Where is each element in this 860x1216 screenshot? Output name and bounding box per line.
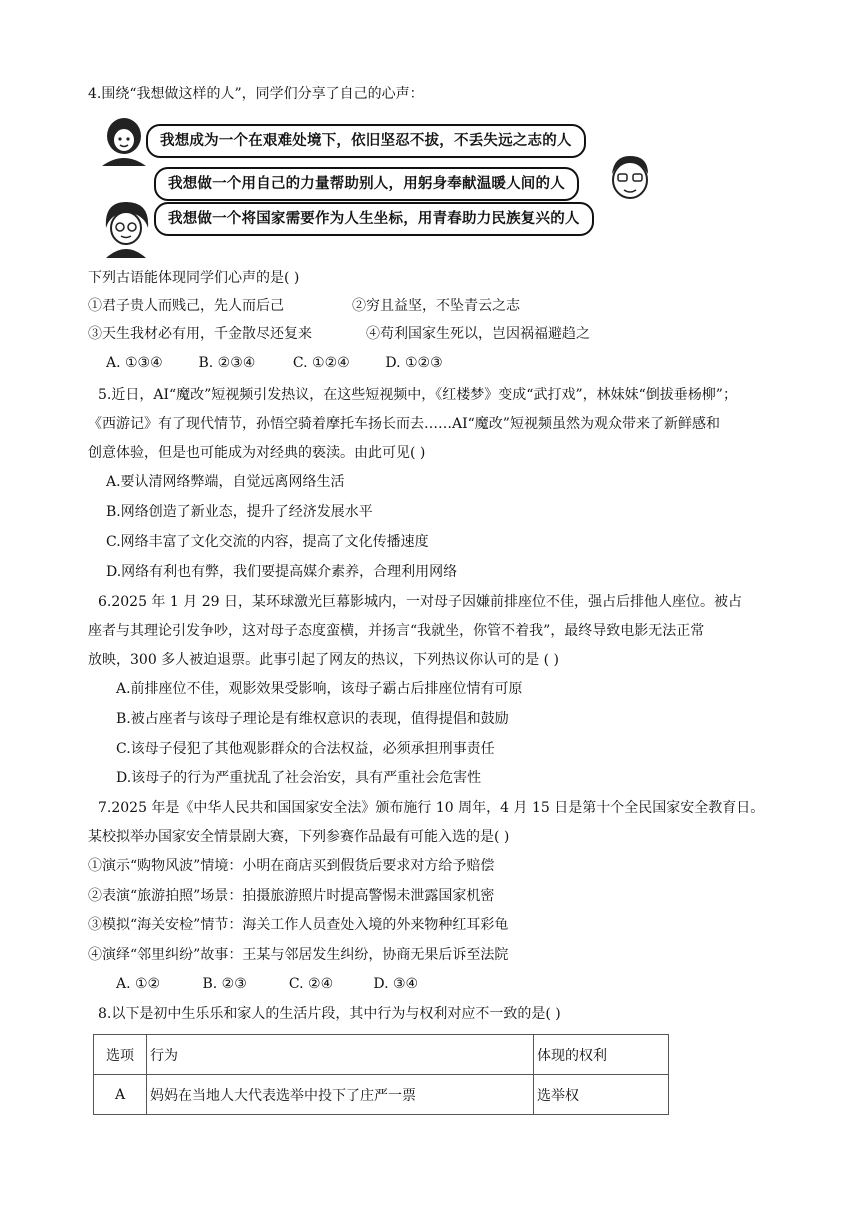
- q6-option-c[interactable]: C.该母子侵犯了其他观影群众的合法权益，必须承担刑事责任: [116, 741, 495, 757]
- q5-option-b[interactable]: B.网络创造了新业态，提升了经济发展水平: [106, 504, 373, 520]
- q4-stem: 4.围绕“我想做这样的人”，同学们分享了自己的心声：: [88, 86, 424, 102]
- table-cell-right: 选举权: [534, 1075, 669, 1115]
- q4-option-c[interactable]: C. ①②④: [292, 355, 350, 371]
- q7-option-b[interactable]: B. ②③: [202, 976, 247, 992]
- q6-line-1: 6.2025 年 1 月 29 日，某环球激光巨幕影城内，一对母子因嫌前排座位不佳，强占后排他人座位。被占: [98, 594, 742, 610]
- q6-option-a[interactable]: A.前排座位不佳，观影效果受影响，该母子霸占后排座位情有可原: [116, 681, 523, 697]
- student-girl-glasses-icon: [98, 198, 156, 258]
- q5-line-3: 创意体验，但是也可能成为对经典的亵渎。由此可见( ): [88, 445, 426, 461]
- q4-item-2: ②穷且益坚，不坠青云之志: [352, 298, 520, 314]
- q7-line-2: 某校拟举办国家安全情景剧大赛，下列参赛作品最有可能入选的是( ): [88, 829, 510, 845]
- q7-item-2: ②表演“旅游拍照”场景：拍摄旅游照片时提高警惕未泄露国家机密: [88, 888, 495, 904]
- q5-option-a[interactable]: A.要认清网络弊端，自觉远离网络生活: [106, 474, 345, 490]
- q4-item-3: ③天生我材必有用，千金散尽还复来: [88, 326, 312, 342]
- q6-option-d[interactable]: D.该母子的行为严重扰乱了社会治安，具有严重社会危害性: [116, 770, 482, 786]
- table-header-option: 选项: [94, 1035, 147, 1075]
- q6-line-3: 放映，300 多人被迫退票。此事引起了网友的热议，下列热议你认可的是 ( ): [88, 652, 559, 668]
- q7-option-c[interactable]: C. ②④: [288, 976, 334, 992]
- q7-option-a[interactable]: A. ①②: [116, 976, 161, 992]
- speech-bubble-3: 我想做一个将国家需要作为人生坐标，用青春助力民族复兴的人: [154, 202, 594, 236]
- student-boy-icon: [604, 152, 656, 210]
- q7-item-3: ③模拟“海关安检”情节：海关工作人员查处入境的外来物种红耳彩龟: [88, 917, 509, 933]
- q4-option-a[interactable]: A. ①③④: [106, 355, 163, 371]
- speech-bubble-1: 我想成为一个在艰难处境下，依旧坚忍不拔，不丢失远之志的人: [146, 124, 586, 158]
- q7-options: [116, 974, 418, 994]
- q6-line-2: 座者与其理论引发争吵，这对母子态度蛮横，并扬言“我就坐，你管不着我”，最终导致电影无法正常: [88, 623, 705, 639]
- table-row: [94, 1075, 669, 1115]
- table-header-row: [94, 1035, 669, 1075]
- q5-option-c[interactable]: C.网络丰富了文化交流的内容，提高了文化传播速度: [106, 534, 429, 550]
- table-cell-action: 妈妈在当地人大代表选举中投下了庄严一票: [147, 1075, 534, 1115]
- q8-table: [93, 1034, 669, 1115]
- q5-line-2: 《西游记》有了现代情节，孙悟空骑着摩托车扬长而去……AI“魔改”短视频虽然为观众带来了新鲜感和: [88, 416, 720, 432]
- q6-option-b[interactable]: B.被占座者与该母子理论是有维权意识的表现，值得提倡和鼓励: [116, 711, 509, 727]
- q7-item-1: ①演示“购物风波”情境：小明在商店买到假货后要求对方给予赔偿: [88, 858, 495, 874]
- q4-option-b[interactable]: B. ②③④: [198, 355, 256, 371]
- q4-options: [106, 353, 443, 373]
- q4-comic-illustration: [96, 112, 656, 257]
- q5-option-d[interactable]: D.网络有利也有弊，我们要提高媒介素养，合理利用网络: [106, 564, 458, 580]
- q4-option-d[interactable]: D. ①②③: [385, 355, 443, 371]
- q4-item-1: ①君子贵人而贱己，先人而后己: [88, 298, 284, 314]
- table-cell-option[interactable]: A: [94, 1075, 147, 1115]
- table-header-action: 行为: [147, 1035, 534, 1075]
- q7-line-1: 7.2025 年是《中华人民共和国国家安全法》颁布施行 10 周年，4 月 15 日是第十个全民国家安全教育日。: [98, 800, 765, 816]
- q8-stem: 8.以下是初中生乐乐和家人的生活片段，其中行为与权利对应不一致的是( ): [98, 1006, 561, 1022]
- table-header-right: 体现的权利: [534, 1035, 669, 1075]
- q7-item-4: ④演绎“邻里纠纷”故事：王某与邻居发生纠纷，协商无果后诉至法院: [88, 947, 509, 963]
- q5-line-1: 5.近日，AI“魔改”短视频引发热议，在这些短视频中，《红楼梦》变成“武打戏”，林妹妹“倒拔垂杨柳”；: [98, 387, 737, 403]
- q7-option-d[interactable]: D. ③④: [373, 976, 419, 992]
- speech-bubble-2: 我想做一个用自己的力量帮助别人，用躬身奉献温暖人间的人: [154, 167, 579, 201]
- q4-item-4: ④苟利国家生死以，岂因祸福避趋之: [366, 326, 590, 342]
- q4-question: 下列古语能体现同学们心声的是( ): [88, 270, 300, 286]
